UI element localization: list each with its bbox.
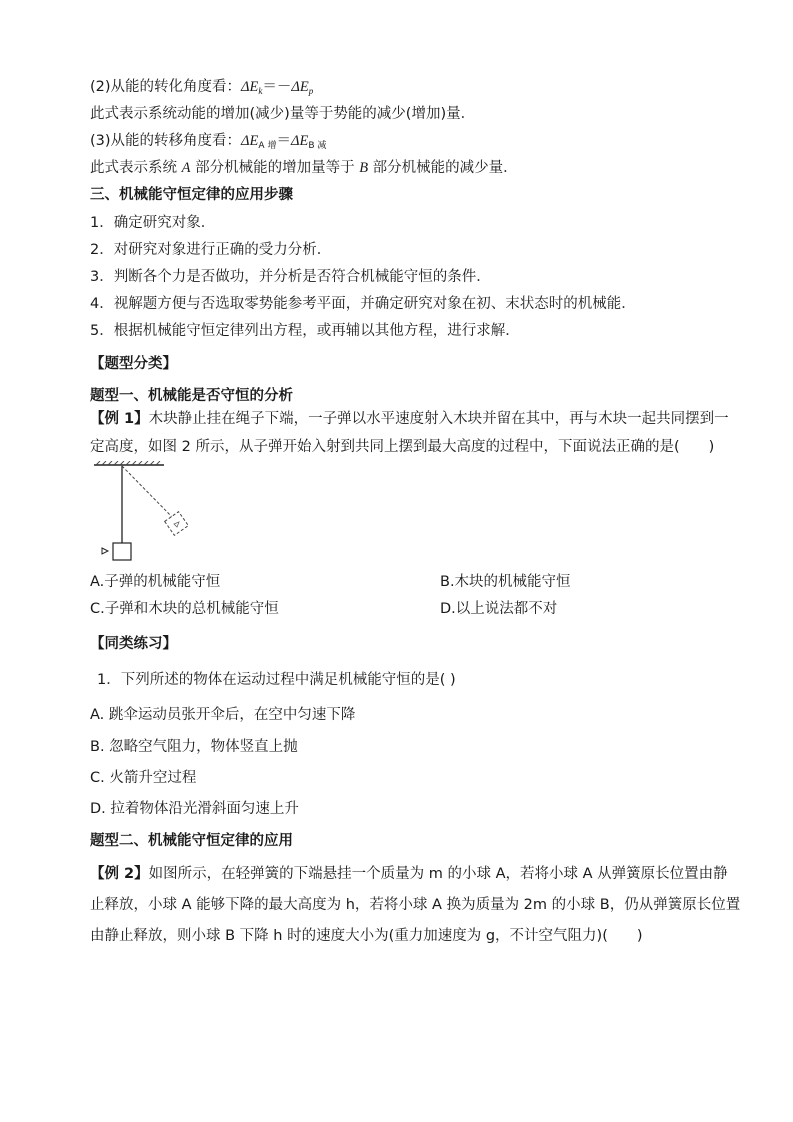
energy-transfer-desc [90,158,518,178]
example2-line2: 止释放，小球 A 能够下降的最大高度为 h，若将小球 A 换为质量为 2m 的小球 B，仍从弹簧原长位置 [90,897,741,913]
example2-line3: 由静止释放，则小球 B 下降 h 时的速度大小为(重力加速度为 g，不计空气阻力)( ) [90,928,643,944]
practice-option-a: A. 跳伞运动员张开伞后，在空中匀速下降 [90,707,356,723]
type2-heading: 题型二、机械能守恒定律的应用 [90,833,293,849]
transfer-prefix: (3)从能的转移角度看： [90,133,242,149]
example1-option-d: D.以上说法都不对 [440,601,558,617]
steps-heading: 三、机械能守恒定律的应用步骤 [90,187,293,203]
energy-transfer-line [90,131,326,156]
transfer-desc-part2: 部分机械能的增加量等于 [190,160,360,176]
practice-question1: 1．下列所述的物体在运动过程中满足机械能守恒的是( ) [97,672,456,688]
step-item-4: 4．视解题方便与否选取零势能参考平面，并确定研究对象在初、末状态时的机械能． [90,296,636,312]
classification-heading: 【题型分类】 [90,356,177,372]
practice-option-b: B. 忽略空气阻力，物体竖直上抛 [90,739,298,755]
type1-heading: 题型一、机械能是否守恒的分析 [90,388,293,404]
example1-tag: 【例 1】 [90,411,149,427]
swung-rope-dashed [122,466,176,521]
example2-line1 [90,864,728,884]
conversion-prefix: (2)从能的转化角度看： [90,79,242,95]
pendulum-figure [92,461,217,564]
wood-block [113,543,131,560]
delta-ek: ΔE [241,79,259,95]
delta-ea: ΔE [241,133,259,149]
example1-line1 [90,409,729,429]
transfer-desc-a: A [181,160,191,176]
step-item-5: 5．根据机械能守恒定律列出方程，或再辅以其他方程，进行求解． [90,323,520,339]
ep-subscript: p [308,86,314,96]
transfer-desc-part1: 此式表示系统 [90,160,182,176]
energy-conversion-line [90,77,313,101]
ea-subscript: A 增 [258,141,277,151]
energy-conversion-desc: 此式表示系统动能的增加(减少)量等于势能的减少(增加)量． [90,106,476,122]
eb-subscript: B 减 [308,141,327,151]
step-item-1: 1．确定研究对象． [90,215,216,231]
step-item-3: 3．判断各个力是否做功，并分析是否符合机械能守恒的条件． [90,269,491,285]
example1-line2: 定高度，如图 2 所示，从子弹开始入射到共同上摆到最大高度的过程中，下面说法正确的是( ) [90,439,715,455]
delta-eb: ΔE [290,133,309,149]
practice-heading: 【同类练习】 [90,636,177,652]
conversion-equals: ＝－ [262,79,292,95]
example1-text1: 木块静止挂在绳子下端，一子弹以水平速度射入木块并留在其中，再与木块一起共同摆到一 [148,411,729,427]
swung-block-dashed [165,512,189,536]
practice-option-c: C. 火箭升空过程 [90,770,197,786]
transfer-equals: ＝ [276,133,291,149]
step-item-2: 2．对研究对象进行正确的受力分析． [90,242,332,258]
ek-subscript: k [258,86,263,96]
delta-ep: ΔE [291,79,309,95]
example1-option-a: A.子弹的机械能守恒 [90,574,221,590]
example1-option-c: C.子弹和木块的总机械能守恒 [90,601,279,617]
transfer-desc-b: B [359,160,369,176]
example2-tag: 【例 2】 [90,866,149,882]
example2-text1: 如图所示，在轻弹簧的下端悬挂一个质量为 m 的小球 A，若将小球 A 从弹簧原长位置由静 [148,866,728,882]
transfer-desc-part3: 部分机械能的减少量． [368,160,518,176]
bullet-shape [102,548,108,554]
practice-option-d: D. 拉着物体沿光滑斜面匀速上升 [90,801,299,817]
example1-option-b: B.木块的机械能守恒 [440,574,571,590]
